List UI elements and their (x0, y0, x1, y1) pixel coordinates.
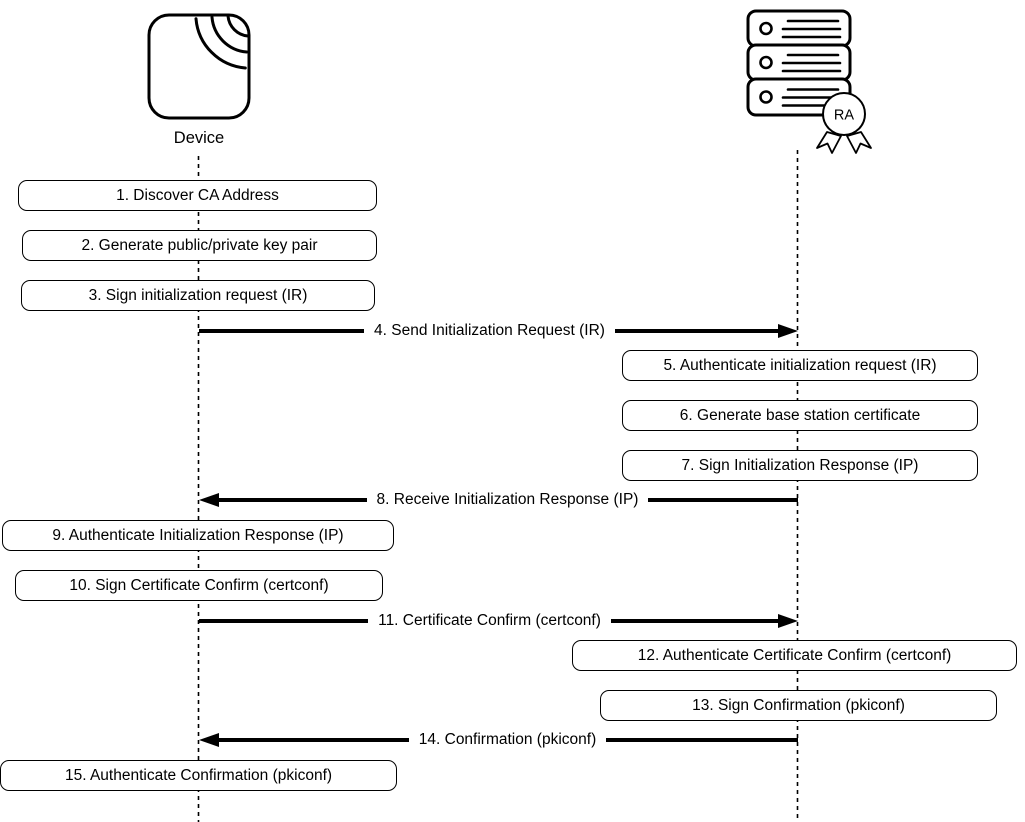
step-box-5: 5. Authenticate initialization request (IR) (622, 350, 978, 381)
arrow-line (648, 498, 798, 502)
message-label-11: 11. Certificate Confirm (certconf) (378, 612, 601, 629)
message-arrow-14 (199, 730, 798, 750)
message-label-8: 8. Receive Initialization Response (IP) (376, 491, 639, 508)
arrowhead-left-icon (199, 493, 219, 507)
arrow-line (611, 619, 780, 623)
message-label-14: 14. Confirmation (pkiconf) (418, 731, 597, 748)
step-box-1: 1. Discover CA Address (18, 180, 377, 211)
arrowhead-right-icon (778, 614, 798, 628)
step-box-3: 3. Sign initialization request (IR) (21, 280, 375, 311)
wireless-device-icon (149, 15, 249, 118)
step-box-15: 15. Authenticate Confirmation (pkiconf) (0, 760, 397, 791)
message-arrow-8 (199, 490, 798, 510)
message-arrow-11 (199, 611, 798, 631)
device-actor-label: Device (173, 129, 225, 147)
arrowhead-right-icon (778, 324, 798, 338)
arrow-line (199, 619, 368, 623)
step-box-2: 2. Generate public/private key pair (22, 230, 377, 261)
arrow-line (217, 498, 367, 502)
step-box-12: 12. Authenticate Certificate Confirm (certconf) (572, 640, 1017, 671)
message-label-4: 4. Send Initialization Request (IR) (374, 322, 605, 339)
step-box-13: 13. Sign Confirmation (pkiconf) (600, 690, 997, 721)
step-box-6: 6. Generate base station certificate (622, 400, 978, 431)
ra-badge-label: RA (833, 107, 855, 124)
arrow-line (606, 738, 798, 742)
step-box-10: 10. Sign Certificate Confirm (certconf) (15, 570, 383, 601)
arrow-line (217, 738, 409, 742)
message-arrow-4 (199, 321, 798, 341)
step-box-9: 9. Authenticate Initialization Response (IP) (2, 520, 394, 551)
arrowhead-left-icon (199, 733, 219, 747)
arrow-line (199, 329, 364, 333)
arrow-line (615, 329, 780, 333)
step-box-7: 7. Sign Initialization Response (IP) (622, 450, 978, 481)
